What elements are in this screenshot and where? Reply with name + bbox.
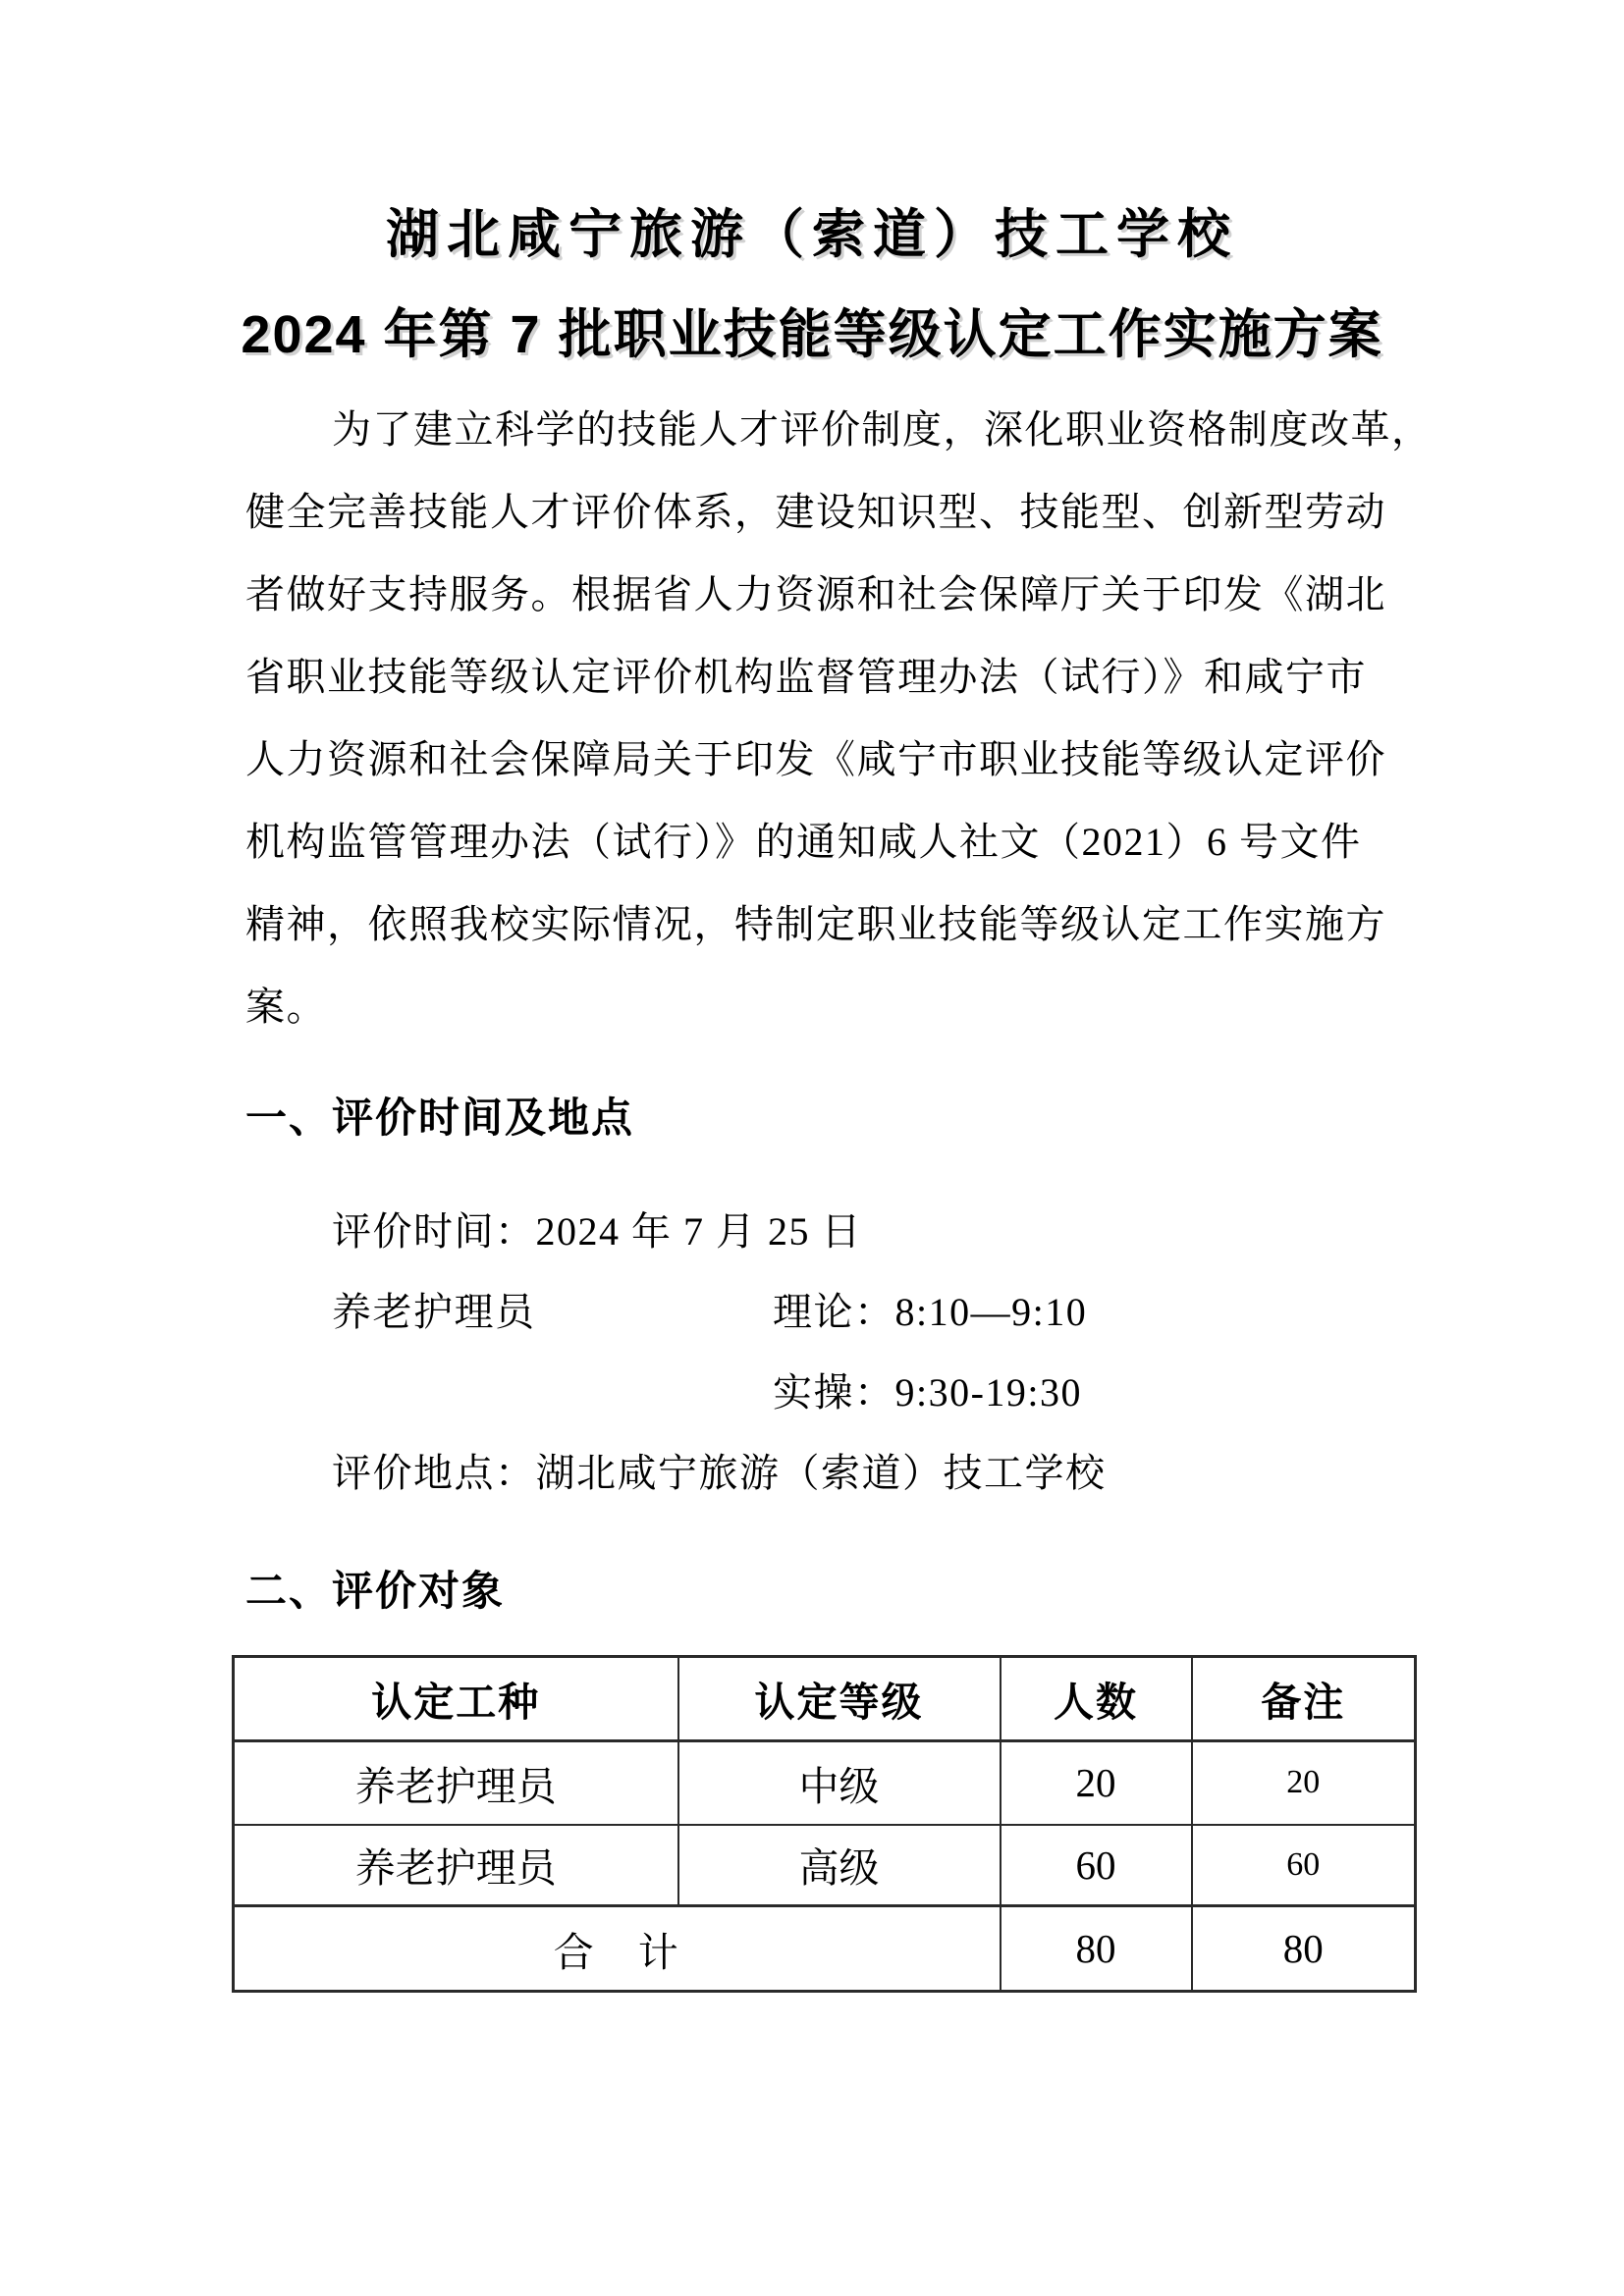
cell-total-count: 80 xyxy=(1001,1906,1192,1992)
cell-job: 养老护理员 xyxy=(234,1825,678,1906)
table-header-note: 备注 xyxy=(1192,1657,1416,1741)
theory-time-label: 理论：8:10—9:10 xyxy=(773,1290,1088,1334)
intro-line: 为了建立科学的技能人才评价制度，深化职业资格制度改革， xyxy=(332,407,1433,452)
table-header-job: 认定工种 xyxy=(234,1657,678,1741)
practice-time-line: 实操：9:30-19:30 xyxy=(773,1370,1083,1415)
intro-line: 健全完善技能人才评价体系，建设知识型、技能型、创新型劳动 xyxy=(245,490,1386,534)
cell-job: 养老护理员 xyxy=(234,1741,678,1825)
intro-line: 省职业技能等级认定评价机构监督管理办法（试行）》和咸宁市 xyxy=(245,655,1367,699)
intro-line: 者做好支持服务。根据省人力资源和社会保障厅关于印发《湖北 xyxy=(245,572,1386,616)
cell-level: 高级 xyxy=(678,1825,1001,1906)
eval-time-line: 评价时间：2024 年 7 月 25 日 xyxy=(332,1209,862,1254)
table-header-level: 认定等级 xyxy=(678,1657,1001,1741)
cell-note: 20 xyxy=(1192,1741,1416,1825)
section2-heading: 二、评价对象 xyxy=(245,1568,506,1614)
intro-paragraph xyxy=(245,389,1433,1048)
table-row xyxy=(234,1825,1416,1906)
intro-line: 机构监管管理办法（试行）》的通知咸人社文（2021）6 号文件 xyxy=(245,820,1362,864)
table-total-row xyxy=(234,1906,1416,1992)
cell-total-note: 80 xyxy=(1192,1906,1416,1992)
cell-count: 20 xyxy=(1001,1741,1192,1825)
table-header-row xyxy=(234,1657,1416,1741)
page-title-line1: 湖北咸宁旅游（索道）技工学校 xyxy=(386,205,1238,264)
table-row xyxy=(234,1741,1416,1825)
time-and-place-block xyxy=(245,1192,1394,1514)
section1-heading: 一、评价时间及地点 xyxy=(245,1095,635,1141)
page-title-line2: 2024 年第 7 批职业技能等级认定工作实施方案 xyxy=(241,305,1383,364)
eval-place-line: 评价地点：湖北咸宁旅游（索道）技工学校 xyxy=(332,1451,1107,1495)
occupation-line xyxy=(245,1272,1394,1353)
intro-line: 案。 xyxy=(245,985,327,1029)
cell-note: 60 xyxy=(1192,1825,1416,1906)
cell-count: 60 xyxy=(1001,1825,1192,1906)
cell-level: 中级 xyxy=(678,1741,1001,1825)
intro-line: 精神，依照我校实际情况，特制定职业技能等级认定工作实施方 xyxy=(245,902,1386,946)
occupation-label: 养老护理员 xyxy=(332,1290,536,1334)
evaluation-targets-table xyxy=(232,1655,1417,1993)
table-header-count: 人数 xyxy=(1001,1657,1192,1741)
cell-total-label: 合 计 xyxy=(234,1906,1001,1992)
intro-line: 人力资源和社会保障局关于印发《咸宁市职业技能等级认定评价 xyxy=(245,737,1386,781)
